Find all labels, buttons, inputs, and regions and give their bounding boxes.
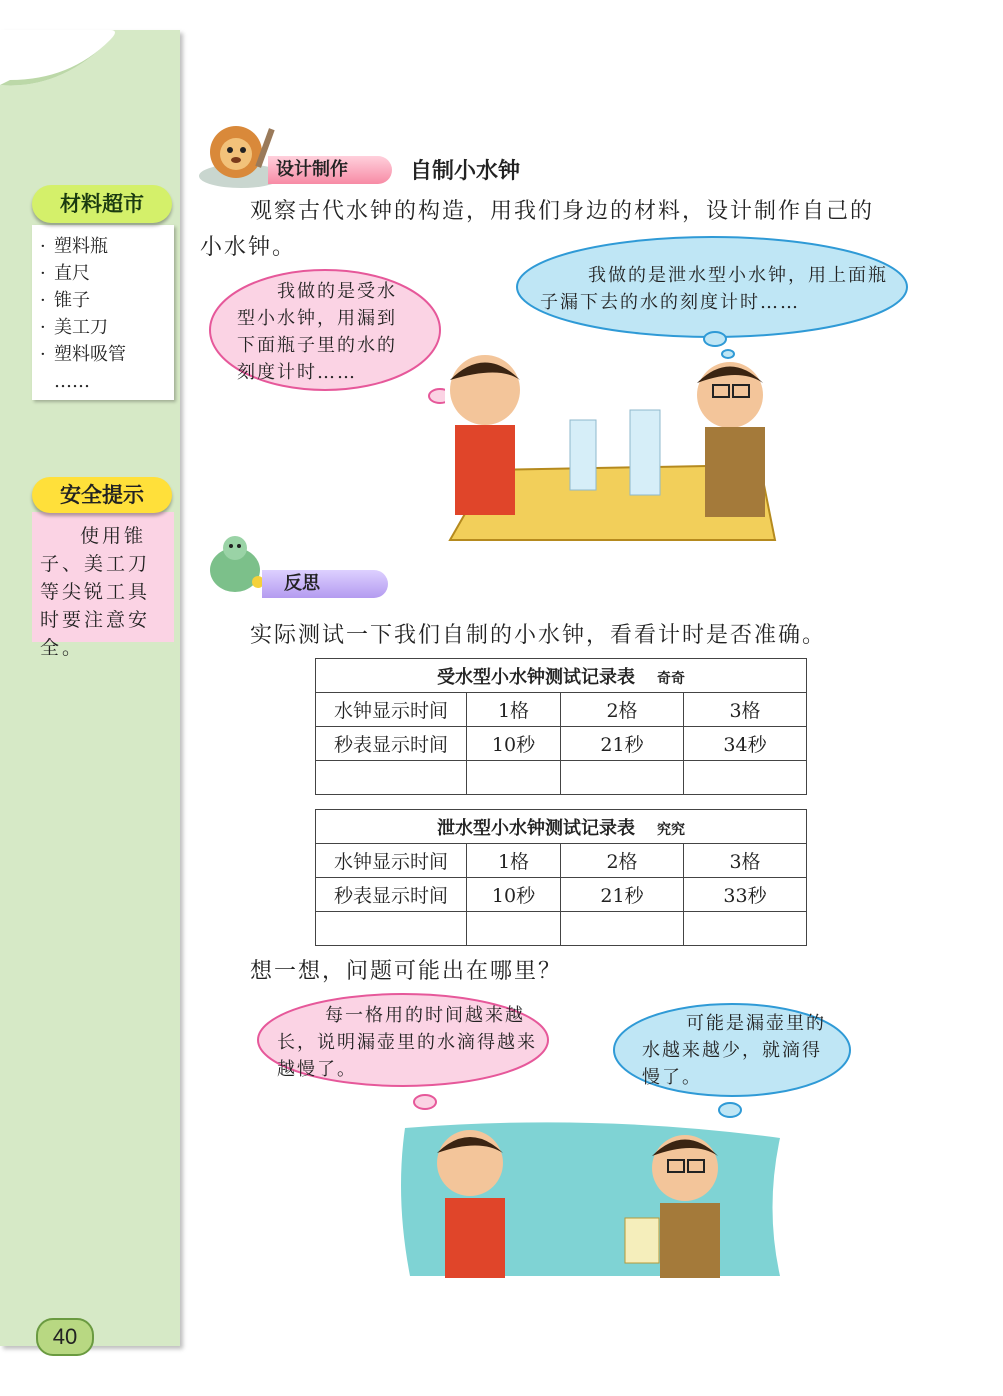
speech-bubble-left-2: 每一格用的时间越来越长，说明漏壶里的水滴得越来越慢了。	[255, 990, 555, 1115]
speech-bubble-right: 我做的是泄水型小水钟，用上面瓶子漏下去的水的刻度计时……	[515, 232, 910, 362]
section-title: 自制小水钟	[410, 159, 521, 184]
question-text: 想一想，问题可能出在哪里？	[250, 959, 563, 984]
safety-title: 安全提示	[32, 477, 172, 513]
draining-clock-table	[315, 809, 807, 946]
kids-discussion-illustration	[395, 1118, 785, 1278]
table-caption: 受水型小水钟测试记录表 奇奇	[316, 659, 807, 693]
table-row: 秒表显示时间 10秒 21秒 33秒	[316, 878, 807, 912]
table-row: 水钟显示时间 1格 2格 3格	[316, 844, 807, 878]
list-item: · 锥子	[40, 290, 90, 311]
safety-text: 使用锥子、美工刀等尖锐工具时要注意安全。	[32, 512, 174, 642]
table-caption: 泄水型小水钟测试记录表 究究	[316, 810, 807, 844]
list-item: · 塑料吸管	[40, 344, 126, 365]
list-item: · 美工刀	[40, 317, 108, 338]
list-item: · 直尺	[40, 263, 90, 284]
intro-paragraph-line2: 小水钟。	[200, 235, 297, 260]
reflect-prompt: 实际测试一下我们自制的小水钟，看看计时是否准确。	[250, 623, 827, 648]
speech-bubble-left: 我做的是受水型小水钟，用漏到下面瓶子里的水的刻度计时……	[205, 268, 445, 413]
turtle-mascot-icon	[200, 530, 270, 605]
design-section-tag: 设计制作	[268, 156, 392, 184]
table-row: 秒表显示时间 10秒 21秒 34秒	[316, 727, 807, 761]
materials-list-box	[32, 225, 174, 400]
list-item: ……	[54, 371, 90, 392]
speech-bubble-right-2: 可能是漏壶里的水越来越少，就滴得慢了。	[610, 1000, 855, 1125]
list-item: · 塑料瓶	[40, 236, 108, 257]
table-row: 水钟显示时间 1格 2格 3格	[316, 693, 807, 727]
page-curl-decoration	[0, 30, 180, 120]
materials-title: 材料超市	[32, 185, 172, 223]
table-row	[316, 761, 807, 795]
page-number: 40	[36, 1318, 94, 1356]
kids-water-clock-illustration	[430, 345, 780, 545]
receiving-clock-table	[315, 658, 807, 795]
intro-paragraph-line1: 观察古代水钟的构造，用我们身边的材料，设计制作自己的	[250, 199, 875, 224]
reflect-section-tag: 反思	[262, 570, 388, 598]
table-row	[316, 912, 807, 946]
